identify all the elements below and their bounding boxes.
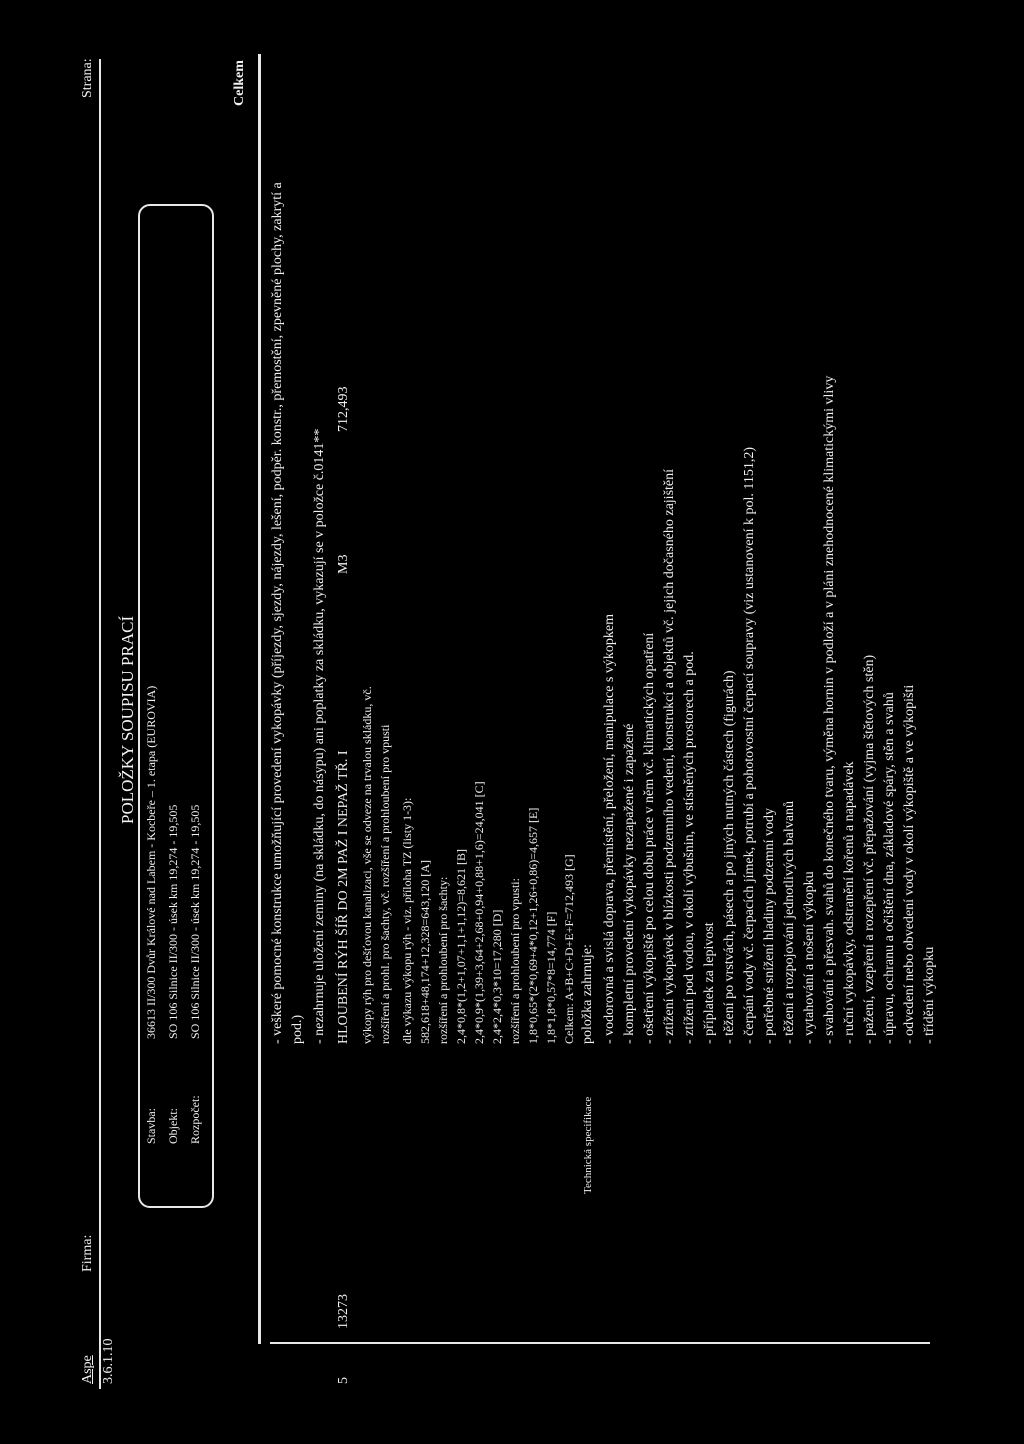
- tech-spec-line: - svahování a přesvah. svahů do konečného tvaru, výměna hornin v podloží a v pláni znehodnocené klimatickými vlivy: [822, 375, 837, 1044]
- description-line: rozšíření a prohloubení pro šachty:: [436, 876, 450, 1044]
- rozpocet-value: SO 106 Silnice II/300 - úsek km 19,274 - 19,505: [188, 804, 202, 1039]
- description-line: 2,4*2,4*0,3*10=17,280 [D]: [490, 909, 504, 1044]
- objekt-value: SO 106 Silnice II/300 - úsek km 19,274 - 19,505: [166, 804, 180, 1039]
- item-kod: 13273: [336, 1294, 351, 1329]
- tech-spec-line: - ruční vykopávky, odstranění kořenů a napadávek: [842, 761, 857, 1044]
- tech-spec-line: položka zahrnuje:: [580, 944, 595, 1044]
- item-name: HLOUBENÍ RÝH ŠÍŘ DO 2M PAŽ I NEPAŽ TŘ. I: [336, 750, 351, 1044]
- tech-spec-label: Technická specifikace: [582, 1096, 594, 1194]
- pre-note-1: - veškeré pomocné konstrukce umožňující provedení vykopávky (příjezdy, sjezdy, nájezdy, lešení, podpěr. konstr., přemostění, zpevněné plochy, zakrytí a: [270, 182, 285, 1044]
- column-celkem: Celkem: [232, 60, 247, 106]
- stavba-label: Stavba:: [144, 1108, 158, 1144]
- tech-spec-line: - těžení a rozpojování jednotlivých balvanů: [782, 801, 797, 1044]
- page-title: POLOŽKY SOUPISU PRACÍ: [118, 615, 137, 824]
- tech-spec-line: - ztížení vykopávek v blízkosti podzemního vedení, konstrukcí a objektů vč. jejich dočasného zajištění: [662, 468, 677, 1044]
- description-line: dle výkazu výkopu rýh - viz. příloha TZ (listy 1-3):: [400, 797, 414, 1044]
- item-quantity: 712,493: [336, 386, 351, 432]
- description-line: 2,4*0,8*(1,2+1,07+1,1+1,12)=8,621 [B]: [454, 848, 468, 1044]
- item-left-rule: [270, 1342, 930, 1344]
- tech-spec-line: - pažení, vzepření a rozepření vč. přepažování (vyjma štětových stěn): [862, 654, 877, 1044]
- header-rule: [99, 59, 101, 1389]
- tech-spec-line: - ztížení pod vodou, v okolí výbušnin, ve stísněných prostorech a pod.: [682, 651, 697, 1044]
- firma-label: Firma:: [80, 1234, 95, 1272]
- rozpocet-label: Rozpočet:: [188, 1095, 202, 1144]
- description-line: Celkem: A+B+C+D+E+F=712,493 [G]: [562, 854, 576, 1044]
- item-poradi: 5: [336, 1377, 351, 1384]
- description-line: výkopy rýh pro dešťovou kanalizaci, vše se odveze na trvalou skládku, vč.: [360, 686, 374, 1044]
- stavba-value: 36613 II/300 Dvůr Králové nad Labem - Kocbeře – 1. etapa (EUROVIA): [144, 685, 158, 1039]
- tech-spec-line: - vytahování a nošení výkopku: [802, 871, 817, 1044]
- description-line: 582,618+48,174+12,328=643,120 [A]: [418, 860, 432, 1044]
- description-line: 1,8*0,65*(2*0,69+4*0,12+1,26+0,86)=4,657 [E]: [526, 807, 540, 1044]
- tech-spec-line: - odvedení nebo obvedení vody v okolí výkopiště a ve výkopišti: [902, 684, 917, 1044]
- tech-spec-line: - čerpání vody vč. čerpacích jímek, potrubí a pohotovostní čerpací soupravy (viz ustanovení k pol. 1151,2): [742, 446, 757, 1044]
- description-line: rozšíření a prohl. pro šachty, vč. rozšíření a prohloubení pro vpusti: [378, 724, 392, 1044]
- item-unit: M3: [336, 554, 351, 574]
- tech-spec-line: - kompletní provedení vykopávky nezapažené i zapažené: [622, 723, 637, 1044]
- objekt-label: Objekt:: [166, 1108, 180, 1144]
- tech-spec-line: - třídění výkopku: [922, 946, 937, 1044]
- column-header-rule: [258, 54, 261, 1344]
- description-line: rozšíření a prohloubení pro vpusti:: [508, 878, 522, 1044]
- tech-spec-line: - těžení po vrstvách, pásech a po jiných nutných částech (figurách): [722, 670, 737, 1044]
- tech-spec-line: - úpravu, ochranu a očištění dna, základové spáry, stěn a svahů: [882, 692, 897, 1044]
- aspe-label: Aspe: [80, 1355, 95, 1384]
- description-line: 2,4*0,9*(1,39+3,64+2,68+0,94+0,88+1,6)=24,041 [C]: [472, 781, 486, 1044]
- pre-note-3: - nezahrnuje uložení zeminy (na skládku, do násypu) ani poplatky za skládku, vykazují se v položce č.0141**: [312, 428, 327, 1044]
- tech-spec-line: - ošetření výkopiště po celou dobu práce v něm vč. klimatických opatření: [642, 632, 657, 1044]
- tech-spec-line: - příplatek za lepivost: [702, 922, 717, 1044]
- pre-note-2: pod.): [290, 1014, 305, 1044]
- description-line: 1,8*1,8*0,57*8=14,774 [F]: [544, 911, 558, 1044]
- version-label: 3.6.1.10: [101, 1338, 116, 1384]
- strana-label: Strana:: [80, 58, 95, 98]
- tech-spec-line: - potřebné snížení hladiny podzemní vody: [762, 808, 777, 1044]
- tech-spec-line: - vodorovná a svislá doprava, přemístění, přeložení, manipulace s výkopkem: [602, 614, 617, 1044]
